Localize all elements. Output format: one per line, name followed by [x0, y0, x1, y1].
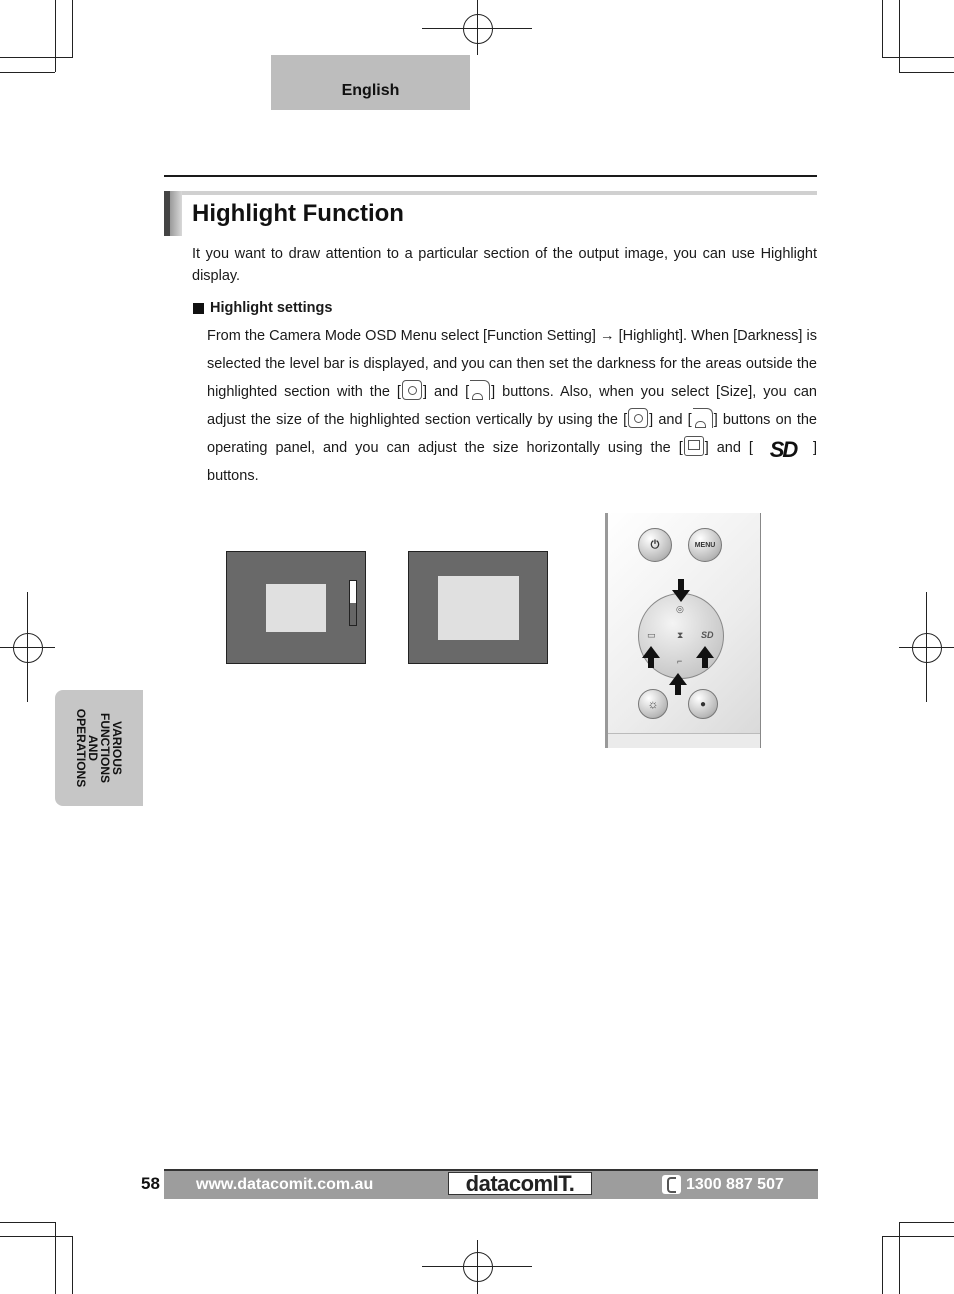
text-run: ] and [: [704, 440, 753, 456]
level-bar-fill: [350, 581, 356, 603]
camera-icon: ◎: [676, 604, 684, 614]
camera-icon: [628, 408, 648, 428]
crop-mark: [72, 1236, 73, 1294]
highlight-darkness-screen: [226, 551, 366, 664]
title-rule: [182, 191, 817, 195]
footer-logo: datacomIT.: [448, 1172, 592, 1195]
menu-button[interactable]: [688, 528, 722, 562]
pc-icon: ▭: [647, 630, 656, 640]
focus-icon: ●: [699, 698, 707, 710]
settings-paragraph: [207, 322, 817, 490]
crop-mark: [899, 0, 900, 72]
lamp-icon: ⌐: [677, 656, 683, 666]
crop-mark: [55, 1222, 56, 1294]
crop-mark: [882, 1236, 883, 1294]
intro-paragraph: It you want to draw attention to a particular section of the output image, you can use Highlight display.: [192, 246, 817, 284]
power-icon: ⏻: [650, 538, 660, 551]
crop-mark: [899, 1222, 954, 1223]
arrow-up-icon: [696, 646, 714, 658]
arrow-up-icon: [669, 673, 687, 685]
registration-line: [926, 592, 927, 702]
chapter-tab-line: FUNCTIONS: [98, 712, 112, 783]
chapter-tab-label: [75, 709, 123, 787]
crop-mark: [72, 0, 73, 58]
camera-icon: [402, 380, 422, 400]
crop-mark: [55, 0, 56, 72]
registration-mark: [463, 1252, 493, 1282]
text-run: ] buttons.: [207, 440, 817, 484]
arrow-down-icon: [672, 590, 690, 602]
pc-icon: [684, 436, 704, 456]
lamp-icon: [470, 380, 490, 400]
sd-card-icon: SD: [769, 437, 797, 462]
arrow-shaft: [675, 685, 681, 695]
operating-panel: [605, 513, 761, 748]
square-bullet-icon: [193, 303, 204, 314]
language-label: English: [341, 82, 400, 99]
focus-button[interactable]: [688, 689, 718, 719]
language-tab: [271, 55, 470, 110]
crop-mark: [882, 0, 883, 58]
text-run: ] and [: [649, 412, 692, 428]
chapter-tab: [55, 690, 143, 806]
text-run: ] and [: [422, 384, 470, 400]
lamp-icon: [693, 408, 713, 428]
registration-line: [477, 1240, 478, 1294]
highlight-area: [438, 576, 519, 640]
text-run: From the Camera Mode OSD Menu select [Function Setting] → [Highlight]. When [Darkness] is selected the level bar is displayed, and you can then set the darkness for the areas outside the highlighted section with the [: [207, 328, 817, 400]
chapter-tab-line: AND: [86, 734, 100, 761]
crop-mark: [899, 1222, 900, 1294]
crop-mark: [899, 72, 954, 73]
page-number: 58: [141, 1174, 160, 1193]
brightness-button[interactable]: [638, 689, 668, 719]
crop-mark: [0, 57, 72, 58]
hourglass-icon: ⧗: [677, 630, 684, 640]
crop-mark: [0, 72, 55, 73]
panel-edge: [608, 733, 760, 748]
crop-mark: [882, 57, 954, 58]
text-run: ] buttons. Also, when you select [Size], you can adjust the size of the highlighted section vertically by using the [: [207, 384, 817, 428]
section-title: Highlight Function: [192, 200, 404, 227]
registration-mark: [13, 633, 43, 663]
arrow-shaft: [702, 658, 708, 668]
level-bar: [349, 580, 357, 626]
title-accent-bar: [164, 191, 182, 236]
registration-line: [27, 592, 28, 702]
highlight-size-screen: [408, 551, 548, 664]
menu-label: MENU: [694, 541, 716, 549]
footer-url[interactable]: www.datacomit.com.au: [196, 1176, 374, 1193]
top-rule: [164, 175, 817, 177]
highlight-area: [266, 584, 326, 632]
footer-phone: 1300 887 507: [686, 1176, 784, 1193]
chapter-tab-line: VARIOUS: [110, 721, 124, 775]
crop-mark: [882, 1236, 954, 1237]
registration-line: [477, 0, 478, 55]
subheading: [193, 300, 332, 316]
phone-icon: [662, 1175, 681, 1194]
registration-mark: [912, 633, 942, 663]
sd-card-icon: SD: [701, 630, 714, 640]
sun-icon: ☼: [647, 697, 659, 711]
arrow-shaft: [648, 658, 654, 668]
crop-mark: [0, 1236, 72, 1237]
power-button[interactable]: [638, 528, 672, 562]
subheading-text: Highlight settings: [210, 300, 333, 316]
text-run: ] buttons on the operating panel, and you can adjust the size horizontally using the [: [207, 412, 817, 456]
crop-mark: [0, 1222, 55, 1223]
chapter-tab-line: OPERATIONS: [74, 708, 88, 788]
arrow-up-icon: [642, 646, 660, 658]
registration-mark: [463, 14, 493, 44]
